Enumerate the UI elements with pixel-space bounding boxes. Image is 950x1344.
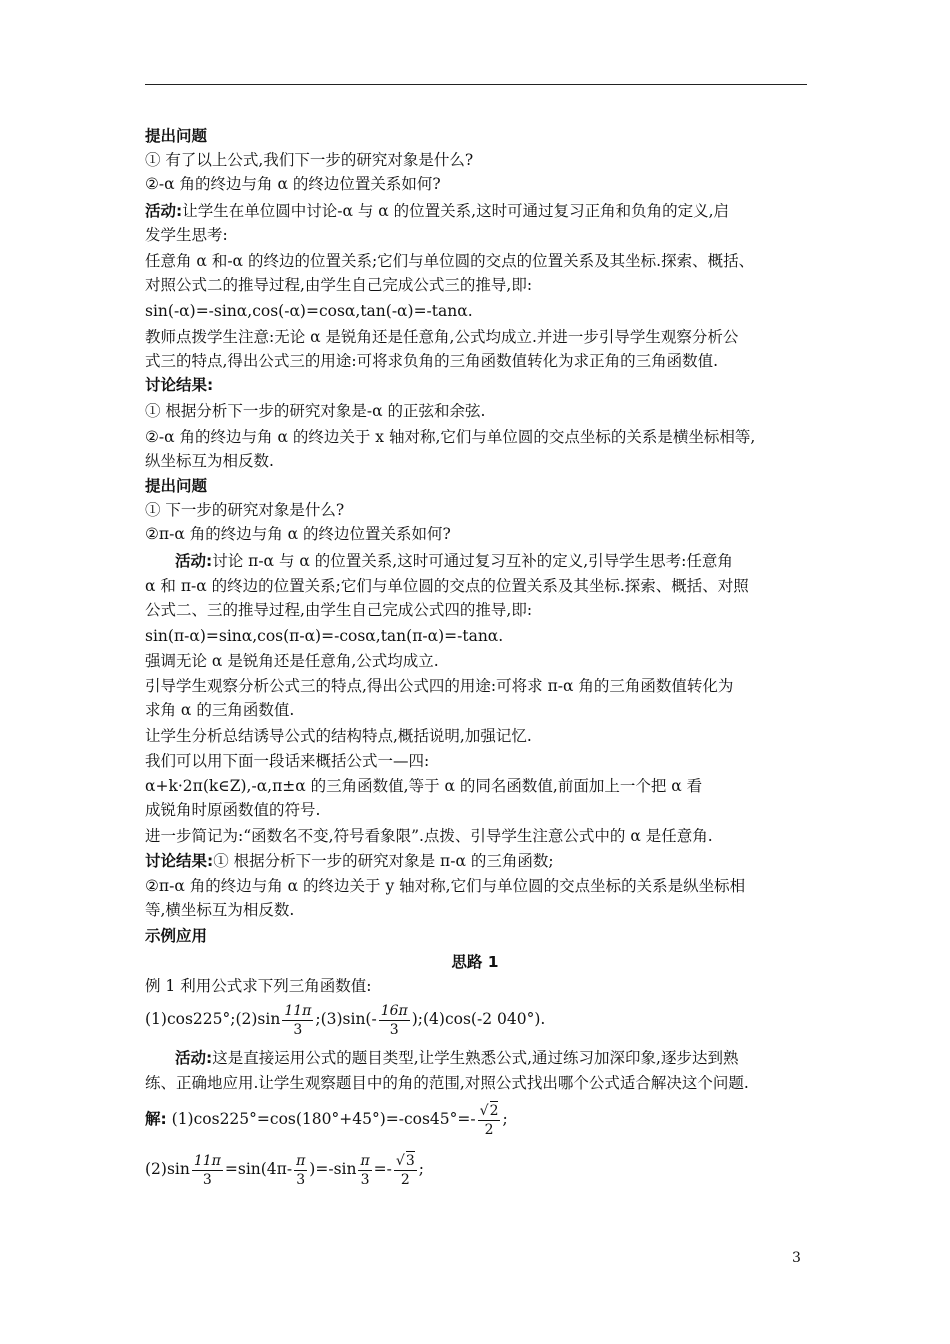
fraction-denominator: 3	[202, 1171, 212, 1188]
page-number: 3	[792, 1250, 801, 1266]
fraction	[394, 1151, 417, 1189]
discussion-label: 讨论结果:	[145, 852, 214, 870]
section-heading: 讨论结果:	[145, 376, 214, 394]
example-heading: 例 1 利用公式求下列三角函数值:	[145, 977, 372, 995]
paragraph-line	[145, 199, 729, 223]
activity-text: 这是直接运用公式的题目类型,让学生熟悉公式,通过练习加深印象,逐步达到熟	[212, 1049, 739, 1067]
activity-label: 活动:	[145, 202, 183, 220]
paragraph-line: ① 下一步的研究对象是什么?	[145, 501, 345, 519]
fraction-denominator: 3	[296, 1171, 306, 1188]
solution-label: 解:	[145, 1110, 167, 1128]
paragraph-line: 公式二、三的推导过程,由学生自己完成公式四的推导,即:	[145, 601, 533, 619]
solution-text: )=-sin	[309, 1160, 357, 1178]
discussion-text: ① 根据分析下一步的研究对象是 π-α 的三角函数;	[213, 852, 554, 870]
activity-text: 讨论 π-α 与 α 的位置关系,这时可通过复习互补的定义,引导学生思考:任意角	[212, 552, 733, 570]
paragraph-line: 纵坐标互为相反数.	[145, 452, 274, 470]
paragraph-line: 强调无论 α 是锐角还是任意角,公式均成立.	[145, 652, 439, 670]
solution-line-1	[145, 1098, 508, 1140]
paragraph-line: ②π-α 角的终边与角 α 的终边关于 y 轴对称,它们与单位圆的交点坐标的关系是纵坐标相	[145, 877, 746, 895]
fraction-numerator: π	[296, 1152, 306, 1169]
fraction	[379, 1002, 410, 1039]
paragraph-line: 练、正确地应用.让学生观察题目中的角的范围,对照公式找出哪个公式适合解决这个问题.	[145, 1074, 749, 1092]
activity-label: 活动:	[175, 552, 213, 570]
activity-text: 让学生在单位圆中讨论-α 与 α 的位置关系,这时可通过复习正角和负角的定义,启	[182, 202, 730, 220]
fraction	[294, 1152, 307, 1189]
solution-text: ;	[418, 1160, 424, 1178]
paragraph-line: 成锐角时原函数值的符号.	[145, 801, 321, 819]
paragraph-line: 求角 α 的三角函数值.	[145, 701, 295, 719]
fraction	[478, 1101, 501, 1139]
solution-line-2	[145, 1148, 424, 1190]
paragraph-line: 任意角 α 和-α 的终边的位置关系;它们与单位圆的交点的位置关系及其坐标.探索、概括、	[145, 252, 755, 270]
paragraph-line	[145, 849, 554, 873]
section-heading: 提出问题	[145, 127, 208, 145]
fraction-numerator: π	[360, 1152, 370, 1169]
paragraph-line: ②-α 角的终边与角 α 的终边位置关系如何?	[145, 175, 441, 193]
fraction-numerator: 16π	[380, 1002, 408, 1019]
paragraph-line	[175, 549, 733, 573]
radicand: 3	[405, 1153, 415, 1169]
solution-text: =-	[373, 1160, 392, 1178]
formula-line: sin(π-α)=sinα,cos(π-α)=-cosα,tan(π-α)=-tanα.	[145, 627, 504, 645]
paragraph-line: 对照公式二的推导过程,由学生自己完成公式三的推导,即:	[145, 276, 533, 294]
fraction-denominator: 3	[360, 1171, 370, 1188]
paragraph-line: 等,横坐标互为相反数.	[145, 901, 295, 919]
header-rule	[145, 84, 807, 85]
paragraph-line: α+k·2π(k∈Z),-α,π±α 的三角函数值,等于 α 的同名函数值,前面加上一个把 α 看	[145, 777, 703, 795]
paragraph-line: 教师点拨学生注意:无论 α 是锐角还是任意角,公式均成立.并进一步引导学生观察分析公	[145, 328, 739, 346]
fraction-denominator: 2	[400, 1172, 410, 1188]
solution-text: ;	[502, 1110, 508, 1128]
centered-subtitle: 思路 1	[451, 953, 499, 971]
formula-line: sin(-α)=-sinα,cos(-α)=cosα,tan(-α)=-tanα.	[145, 302, 473, 320]
paragraph-line: 我们可以用下面一段话来概括公式一—四:	[145, 752, 430, 770]
activity-label: 活动:	[175, 1049, 213, 1067]
section-heading: 示例应用	[145, 927, 208, 945]
fraction-numerator: 11π	[284, 1002, 312, 1019]
paragraph-line: 进一步简记为:“函数名不变,符号看象限”.点拨、引导学生注意公式中的 α 是任意角.	[145, 827, 713, 845]
fraction	[282, 1002, 313, 1039]
paragraph-line: 式三的特点,得出公式三的用途:可将求负角的三角函数值转化为求正角的三角函数值.	[145, 352, 719, 370]
paragraph-line: ②-α 角的终边与角 α 的终边关于 x 轴对称,它们与单位圆的交点坐标的关系是横坐标相等,	[145, 428, 756, 446]
paragraph-line: ① 有了以上公式,我们下一步的研究对象是什么?	[145, 151, 474, 169]
example-text: );(4)cos(-2 040°).	[411, 1010, 546, 1028]
fraction	[358, 1152, 371, 1189]
paragraph-line: 发学生思考:	[145, 226, 228, 244]
solution-text: (2)sin	[145, 1160, 190, 1178]
example-text: (1)cos225°;(2)sin	[145, 1010, 281, 1028]
paragraph-line: α 和 π-α 的终边的位置关系;它们与单位圆的交点的位置关系及其坐标.探索、概括、对照	[145, 577, 749, 595]
fraction	[192, 1152, 223, 1189]
section-heading: 提出问题	[145, 477, 208, 495]
example-text: ;(3)sin(-	[315, 1010, 377, 1028]
radicand: 2	[489, 1103, 499, 1119]
fraction-numerator: √2	[479, 1103, 499, 1119]
fraction-numerator: 11π	[193, 1152, 221, 1169]
fraction-numerator: √3	[395, 1153, 415, 1169]
paragraph-line	[175, 1046, 739, 1070]
fraction-denominator: 3	[389, 1021, 399, 1038]
example-problems	[145, 998, 545, 1040]
fraction-denominator: 3	[293, 1021, 303, 1038]
paragraph-line: 让学生分析总结诱导公式的结构特点,概括说明,加强记忆.	[145, 727, 532, 745]
paragraph-line: ① 根据分析下一步的研究对象是-α 的正弦和余弦.	[145, 402, 486, 420]
paragraph-line: 引导学生观察分析公式三的特点,得出公式四的用途:可将求 π-α 角的三角函数值转化为	[145, 677, 734, 695]
solution-text: (1)cos225°=cos(180°+45°)=-cos45°=-	[171, 1110, 476, 1128]
paragraph-line: ②π-α 角的终边与角 α 的终边位置关系如何?	[145, 525, 451, 543]
solution-text: =sin(4π-	[224, 1160, 293, 1178]
fraction-denominator: 2	[484, 1122, 494, 1138]
